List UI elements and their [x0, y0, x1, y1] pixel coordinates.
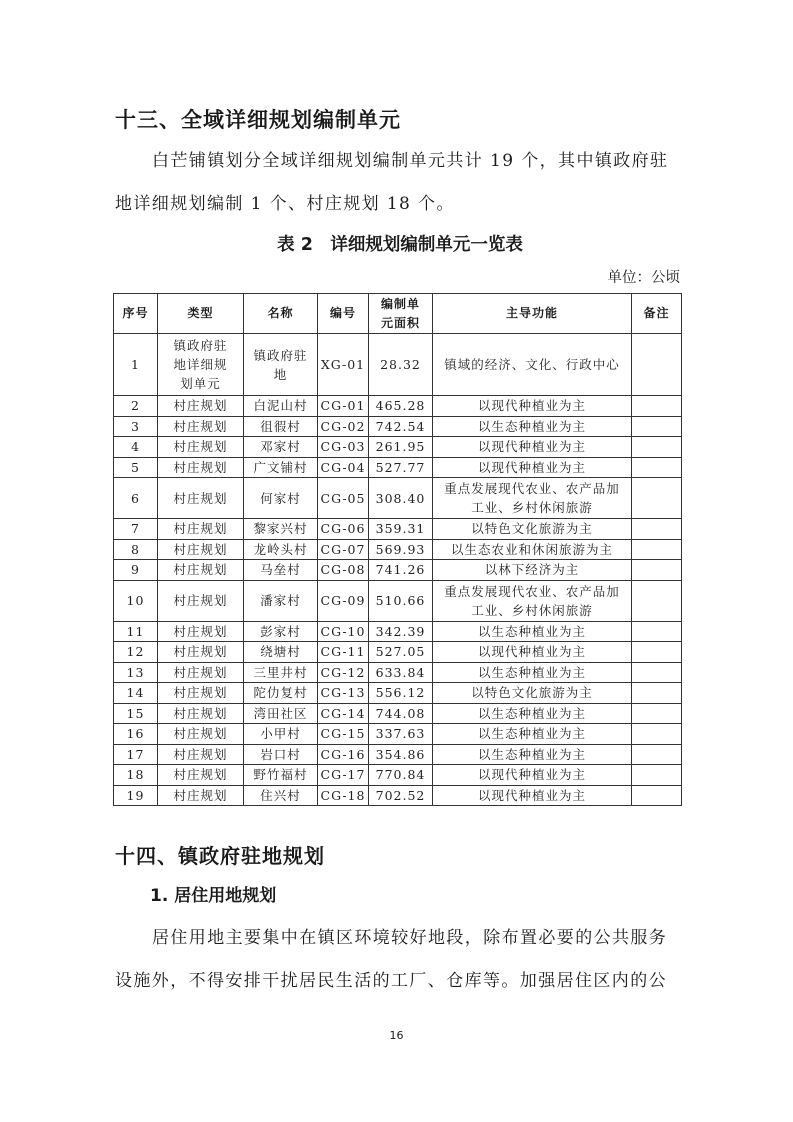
cell-name: 龙岭头村	[244, 539, 318, 560]
cell-name: 野竹福村	[244, 765, 318, 786]
cell-type: 村庄规划	[158, 437, 244, 458]
cell-area: 510.66	[369, 580, 433, 621]
cell-area: 465.28	[369, 396, 433, 417]
table-row	[114, 416, 682, 437]
cell-name: 镇政府驻地	[244, 334, 318, 396]
cell-type: 村庄规划	[158, 580, 244, 621]
cell-type: 村庄规划	[158, 396, 244, 417]
page-number: 16	[389, 1029, 404, 1042]
cell-note	[632, 416, 682, 437]
cell-function: 以林下经济为主	[433, 560, 632, 581]
cell-name: 黎家兴村	[244, 519, 318, 540]
table-row	[114, 437, 682, 458]
cell-name: 陀仂复村	[244, 683, 318, 704]
cell-code: CG-16	[318, 744, 369, 765]
cell-no: 15	[114, 703, 158, 724]
cell-no: 18	[114, 765, 158, 786]
cell-no: 4	[114, 437, 158, 458]
cell-note	[632, 683, 682, 704]
cell-type: 村庄规划	[158, 703, 244, 724]
cell-no: 1	[114, 334, 158, 396]
cell-function: 以生态种植业为主	[433, 703, 632, 724]
cell-name: 小甲村	[244, 724, 318, 745]
cell-code: CG-06	[318, 519, 369, 540]
cell-code: CG-05	[318, 478, 369, 519]
cell-no: 19	[114, 785, 158, 806]
cell-name: 潘家村	[244, 580, 318, 621]
cell-function: 以特色文化旅游为主	[433, 683, 632, 704]
cell-note	[632, 621, 682, 642]
cell-type: 村庄规划	[158, 724, 244, 745]
cell-name: 广文铺村	[244, 457, 318, 478]
cell-function: 镇域的经济、文化、行政中心	[433, 334, 632, 396]
cell-name: 三里井村	[244, 662, 318, 683]
cell-function: 以生态种植业为主	[433, 662, 632, 683]
cell-type: 村庄规划	[158, 519, 244, 540]
cell-name: 岩口村	[244, 744, 318, 765]
cell-note	[632, 539, 682, 560]
cell-name: 邓家村	[244, 437, 318, 458]
cell-area: 569.93	[369, 539, 433, 560]
section-14-paragraph-text: 居住用地主要集中在镇区环境较好地段，除布置必要的公共服务设施外，不得安排干扰居民生活的工厂、仓库等。加强居住区内的公	[115, 928, 668, 991]
cell-code: CG-11	[318, 642, 369, 663]
header-area: 编制单元面积	[369, 294, 433, 334]
header-note: 备注	[632, 294, 682, 334]
cell-function: 以生态种植业为主	[433, 744, 632, 765]
cell-function: 以生态种植业为主	[433, 724, 632, 745]
cell-code: CG-18	[318, 785, 369, 806]
cell-note	[632, 478, 682, 519]
cell-note	[632, 396, 682, 417]
section-14-heading: 十四、镇政府驻地规划	[115, 844, 325, 868]
section-13-paragraph-text: 白芒铺镇划分全域详细规划编制单元共计 19 个，其中镇政府驻地详细规划编制 1 个、村庄规划 18 个。	[115, 151, 669, 214]
table-row	[114, 396, 682, 417]
table-row	[114, 560, 682, 581]
cell-no: 6	[114, 478, 158, 519]
cell-note	[632, 437, 682, 458]
cell-function: 以现代种植业为主	[433, 457, 632, 478]
table-row	[114, 621, 682, 642]
cell-no: 3	[114, 416, 158, 437]
cell-no: 10	[114, 580, 158, 621]
cell-name: 彭家村	[244, 621, 318, 642]
cell-no: 2	[114, 396, 158, 417]
cell-area: 744.08	[369, 703, 433, 724]
cell-code: CG-08	[318, 560, 369, 581]
table-header-row	[114, 294, 682, 334]
cell-code: CG-15	[318, 724, 369, 745]
cell-note	[632, 724, 682, 745]
cell-type: 村庄规划	[158, 478, 244, 519]
cell-no: 9	[114, 560, 158, 581]
cell-code: CG-10	[318, 621, 369, 642]
cell-code: CG-07	[318, 539, 369, 560]
table-row	[114, 580, 682, 621]
cell-no: 11	[114, 621, 158, 642]
table-caption: 表 2 详细规划编制单元一览表	[277, 235, 523, 255]
cell-note	[632, 765, 682, 786]
cell-function: 以现代种植业为主	[433, 396, 632, 417]
cell-type: 村庄规划	[158, 416, 244, 437]
cell-no: 14	[114, 683, 158, 704]
cell-type: 村庄规划	[158, 683, 244, 704]
cell-no: 13	[114, 662, 158, 683]
header-code: 编号	[318, 294, 369, 334]
cell-type: 村庄规划	[158, 560, 244, 581]
cell-note	[632, 560, 682, 581]
cell-type: 村庄规划	[158, 457, 244, 478]
cell-type: 村庄规划	[158, 744, 244, 765]
cell-area: 702.52	[369, 785, 433, 806]
cell-area: 741.26	[369, 560, 433, 581]
cell-area: 633.84	[369, 662, 433, 683]
cell-name: 白泥山村	[244, 396, 318, 417]
cell-note	[632, 662, 682, 683]
cell-function: 以现代种植业为主	[433, 642, 632, 663]
cell-note	[632, 703, 682, 724]
cell-type: 村庄规划	[158, 785, 244, 806]
cell-code: CG-03	[318, 437, 369, 458]
cell-no: 8	[114, 539, 158, 560]
header-type: 类型	[158, 294, 244, 334]
cell-type: 村庄规划	[158, 621, 244, 642]
cell-area: 527.77	[369, 457, 433, 478]
table-row	[114, 683, 682, 704]
cell-code: CG-01	[318, 396, 369, 417]
table-unit-label: 单位：公顷	[607, 270, 680, 286]
cell-function: 以现代种植业为主	[433, 765, 632, 786]
cell-function: 重点发展现代农业、农产品加工业、乡村休闲旅游	[433, 580, 632, 621]
cell-no: 17	[114, 744, 158, 765]
cell-no: 16	[114, 724, 158, 745]
cell-type: 村庄规划	[158, 539, 244, 560]
header-no: 序号	[114, 294, 158, 334]
cell-note	[632, 519, 682, 540]
cell-type: 村庄规划	[158, 662, 244, 683]
cell-function: 以现代种植业为主	[433, 437, 632, 458]
cell-code: CG-12	[318, 662, 369, 683]
cell-code: CG-04	[318, 457, 369, 478]
cell-area: 337.63	[369, 724, 433, 745]
cell-area: 527.05	[369, 642, 433, 663]
table-row	[114, 457, 682, 478]
cell-name: 何家村	[244, 478, 318, 519]
cell-area: 556.12	[369, 683, 433, 704]
table-row	[114, 703, 682, 724]
table-row	[114, 519, 682, 540]
table-row	[114, 334, 682, 396]
cell-note	[632, 642, 682, 663]
cell-code: XG-01	[318, 334, 369, 396]
table-row	[114, 539, 682, 560]
table-row	[114, 744, 682, 765]
cell-name: 马垒村	[244, 560, 318, 581]
cell-function: 重点发展现代农业、农产品加工业、乡村休闲旅游	[433, 478, 632, 519]
header-name: 名称	[244, 294, 318, 334]
cell-function: 以生态农业和休闲旅游为主	[433, 539, 632, 560]
cell-name: 住兴村	[244, 785, 318, 806]
cell-type: 村庄规划	[158, 765, 244, 786]
cell-area: 308.40	[369, 478, 433, 519]
cell-function: 以生态种植业为主	[433, 416, 632, 437]
cell-function: 以现代种植业为主	[433, 785, 632, 806]
cell-no: 12	[114, 642, 158, 663]
cell-code: CG-17	[318, 765, 369, 786]
cell-no: 7	[114, 519, 158, 540]
cell-name: 湾田社区	[244, 703, 318, 724]
cell-code: CG-02	[318, 416, 369, 437]
cell-type: 镇政府驻地详细规划单元	[158, 334, 244, 396]
cell-no: 5	[114, 457, 158, 478]
section-14-subheading: 1. 居住用地规划	[150, 886, 277, 906]
table-row	[114, 478, 682, 519]
cell-area: 342.39	[369, 621, 433, 642]
table-row	[114, 642, 682, 663]
cell-area: 28.32	[369, 334, 433, 396]
table-row	[114, 765, 682, 786]
cell-area: 359.31	[369, 519, 433, 540]
cell-name: 绕塘村	[244, 642, 318, 663]
section-14-paragraph	[115, 917, 685, 1003]
section-13-paragraph	[115, 140, 685, 226]
cell-note	[632, 334, 682, 396]
header-function: 主导功能	[433, 294, 632, 334]
planning-units-table	[113, 293, 682, 806]
table-row	[114, 662, 682, 683]
cell-area: 770.84	[369, 765, 433, 786]
cell-name: 徂徦村	[244, 416, 318, 437]
cell-note	[632, 457, 682, 478]
cell-code: CG-14	[318, 703, 369, 724]
cell-area: 742.54	[369, 416, 433, 437]
cell-function: 以特色文化旅游为主	[433, 519, 632, 540]
cell-type: 村庄规划	[158, 642, 244, 663]
section-13-heading: 十三、全域详细规划编制单元	[115, 108, 401, 132]
cell-note	[632, 580, 682, 621]
table-body	[114, 334, 682, 806]
cell-function: 以生态种植业为主	[433, 621, 632, 642]
cell-code: CG-09	[318, 580, 369, 621]
cell-note	[632, 785, 682, 806]
cell-area: 261.95	[369, 437, 433, 458]
table-row	[114, 785, 682, 806]
cell-code: CG-13	[318, 683, 369, 704]
cell-note	[632, 744, 682, 765]
cell-area: 354.86	[369, 744, 433, 765]
table-row	[114, 724, 682, 745]
